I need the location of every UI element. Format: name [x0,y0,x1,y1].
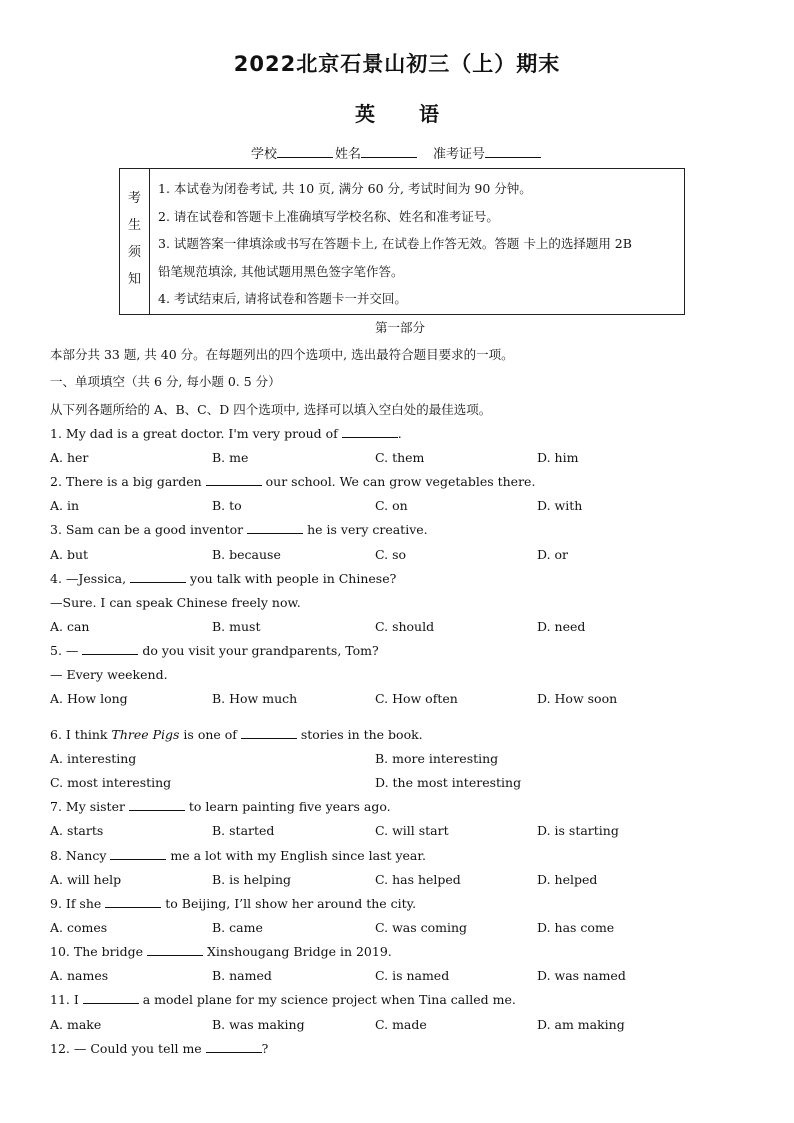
notice-item: 1. 本试卷为闭卷考试, 共 10 页, 满分 60 分, 考试时间为 90 分钟。 [158,181,532,196]
answer-option[interactable]: C. so [375,547,407,562]
answer-option[interactable]: A. How long [50,691,128,706]
answer-option[interactable]: D. helped [537,872,598,887]
answer-option[interactable]: D. How soon [537,691,618,706]
question-text: 1. My dad is a great doctor. I'm very proud of [50,426,342,441]
question-text: do you visit your grandparents, Tom? [138,643,379,658]
section-instruction: 从下列各题所给的 A、B、C、D 四个选项中, 选择可以填入空白处的最佳选项。 [50,402,492,417]
answer-option[interactable]: C. was coming [375,920,468,935]
question-text: Xinshougang Bridge in 2019. [202,944,392,959]
name-blank[interactable] [361,145,417,158]
question-stem [50,896,416,911]
question-text: ? [261,1041,269,1056]
question-text: is one of [179,727,241,742]
answer-option[interactable]: A. in [50,498,80,513]
notice-items [158,175,678,313]
question-stem [50,848,426,863]
answer-option[interactable]: B. more interesting [375,751,499,766]
answer-option[interactable]: C. most interesting [50,775,172,790]
question-stem [50,799,391,814]
question-text: a model plane for my science project when Tina called me. [138,992,516,1007]
answer-option[interactable]: D. need [537,619,586,634]
notice-label-char: 须 [127,245,141,260]
question-text: 7. My sister [50,799,129,814]
answer-option[interactable]: C. them [375,450,425,465]
notice-label-char: 知 [127,272,141,287]
answer-blank[interactable] [206,1041,262,1053]
notice-label-char: 考 [127,191,141,206]
answer-blank[interactable] [105,896,161,908]
answer-option[interactable]: A. will help [50,872,122,887]
notice-item: 3. 试题答案一律填涂或书写在答题卡上, 在试卷上作答无效。答题 卡上的选择题用 2B [158,236,632,251]
subject-heading [0,98,794,127]
answer-blank[interactable] [110,848,166,860]
notice-item: 2. 请在试卷和答题卡上准确填写学校名称、姓名和准考证号。 [158,208,499,224]
notice-label [120,169,150,314]
answer-option[interactable]: B. because [212,547,281,562]
question-text: he is very creative. [303,522,428,537]
question-text: 3. Sam can be a good inventor [50,522,248,537]
name-label: 姓名 [334,147,361,162]
notice-item: 4. 考试结束后, 请将试卷和答题卡一并交回。 [158,291,407,306]
answer-option[interactable]: B. named [212,968,272,983]
part-heading: 第一部分 [374,320,425,335]
question-text: you talk with people in Chinese? [186,571,397,586]
question-stem [50,426,402,441]
answer-option[interactable]: D. or [537,547,569,562]
dialogue-reply: — Every weekend. [50,667,168,682]
answer-blank[interactable] [129,799,185,811]
answer-option[interactable]: C. has helped [375,872,461,887]
question-text: . [397,426,402,441]
answer-option[interactable]: B. How much [212,691,298,706]
answer-option[interactable]: D. is starting [537,823,619,838]
question-text: 8. Nancy [50,848,111,863]
answer-blank[interactable] [130,571,186,583]
question-stem [50,944,392,959]
exam-title: 2022北京石景山初三（上）期末 [233,52,561,76]
answer-blank[interactable] [206,474,262,486]
answer-blank[interactable] [342,426,398,438]
answer-option[interactable]: A. interesting [50,751,137,766]
dialogue-reply: —Sure. I can speak Chinese freely now. [50,595,301,610]
answer-option[interactable]: B. is helping [212,872,292,887]
question-text: 6. I think [50,727,112,742]
question-stem [50,727,423,742]
school-blank[interactable] [277,145,333,158]
exam-notice-box [119,168,685,315]
question-stem [50,992,516,1007]
question-text: 9. If she [50,896,106,911]
subject-char: 语 [419,102,439,126]
question-text: to learn painting five years ago. [184,799,391,814]
answer-option[interactable]: A. starts [50,823,104,838]
section-heading: 一、单项填空（共 6 分, 每小题 0. 5 分） [50,374,281,389]
answer-option[interactable]: C. should [375,619,435,634]
answer-option[interactable]: B. me [212,450,249,465]
question-text: me a lot with my English since last year. [166,848,426,863]
question-stem [50,643,379,658]
question-text: stories in the book. [296,727,423,742]
question-text: 12. — Could you tell me [50,1041,206,1056]
answer-option[interactable]: D. has come [537,920,615,935]
question-stem [50,474,535,489]
question-title-italic: Three Pigs [111,727,180,742]
answer-option[interactable]: A. names [50,968,109,983]
answer-option[interactable]: D. the most interesting [375,775,522,790]
answer-option[interactable]: D. was named [537,968,626,983]
answer-option[interactable]: B. started [212,823,275,838]
question-stem [50,1041,268,1056]
answer-option[interactable]: B. came [212,920,263,935]
answer-blank[interactable] [241,727,297,739]
answer-option[interactable]: D. him [537,450,579,465]
answer-option[interactable]: A. make [50,1017,102,1032]
question-text: 5. — [50,643,83,658]
answer-option[interactable]: C. will start [375,823,449,838]
answer-option[interactable]: C. is named [375,968,450,983]
question-text: 2. There is a big garden [50,474,206,489]
question-text: 10. The bridge [50,944,147,959]
subject-char: 英 [355,102,375,126]
exam-no-label: 准考证号 [433,147,486,162]
answer-blank[interactable] [247,522,303,534]
question-text: our school. We can grow vegetables there. [261,474,536,489]
answer-option[interactable]: C. on [375,498,408,513]
answer-option[interactable]: D. am making [537,1017,625,1032]
answer-option[interactable]: C. How often [375,691,458,706]
answer-option[interactable]: C. made [375,1017,427,1032]
answer-option[interactable]: A. her [50,450,89,465]
answer-option[interactable]: A. but [50,547,89,562]
notice-item: 铅笔规范填涂, 其他试题用黑色签字笔作答。 [158,263,404,279]
exam-no-blank[interactable] [485,145,541,158]
part-intro: 本部分共 33 题, 共 40 分。在每题列出的四个选项中, 选出最符合题目要求的一项。 [50,347,514,362]
question-text: to Beijing, I’ll show her around the city. [161,896,417,911]
question-text: 4. —Jessica, [50,571,131,586]
answer-option[interactable]: A. can [50,619,90,634]
answer-option[interactable]: A. comes [50,920,108,935]
answer-blank[interactable] [82,643,138,655]
school-label: 学校 [250,147,277,162]
answer-option[interactable]: B. was making [212,1017,305,1032]
answer-option[interactable]: B. to [212,498,242,513]
answer-option[interactable]: B. must [212,619,261,634]
question-stem [50,571,396,586]
notice-label-char: 生 [127,218,141,233]
student-info-line [0,143,794,162]
question-stem [50,522,428,537]
question-text: 11. I [50,992,83,1007]
answer-blank[interactable] [83,992,139,1004]
answer-option[interactable]: D. with [537,498,583,513]
answer-blank[interactable] [147,944,203,956]
